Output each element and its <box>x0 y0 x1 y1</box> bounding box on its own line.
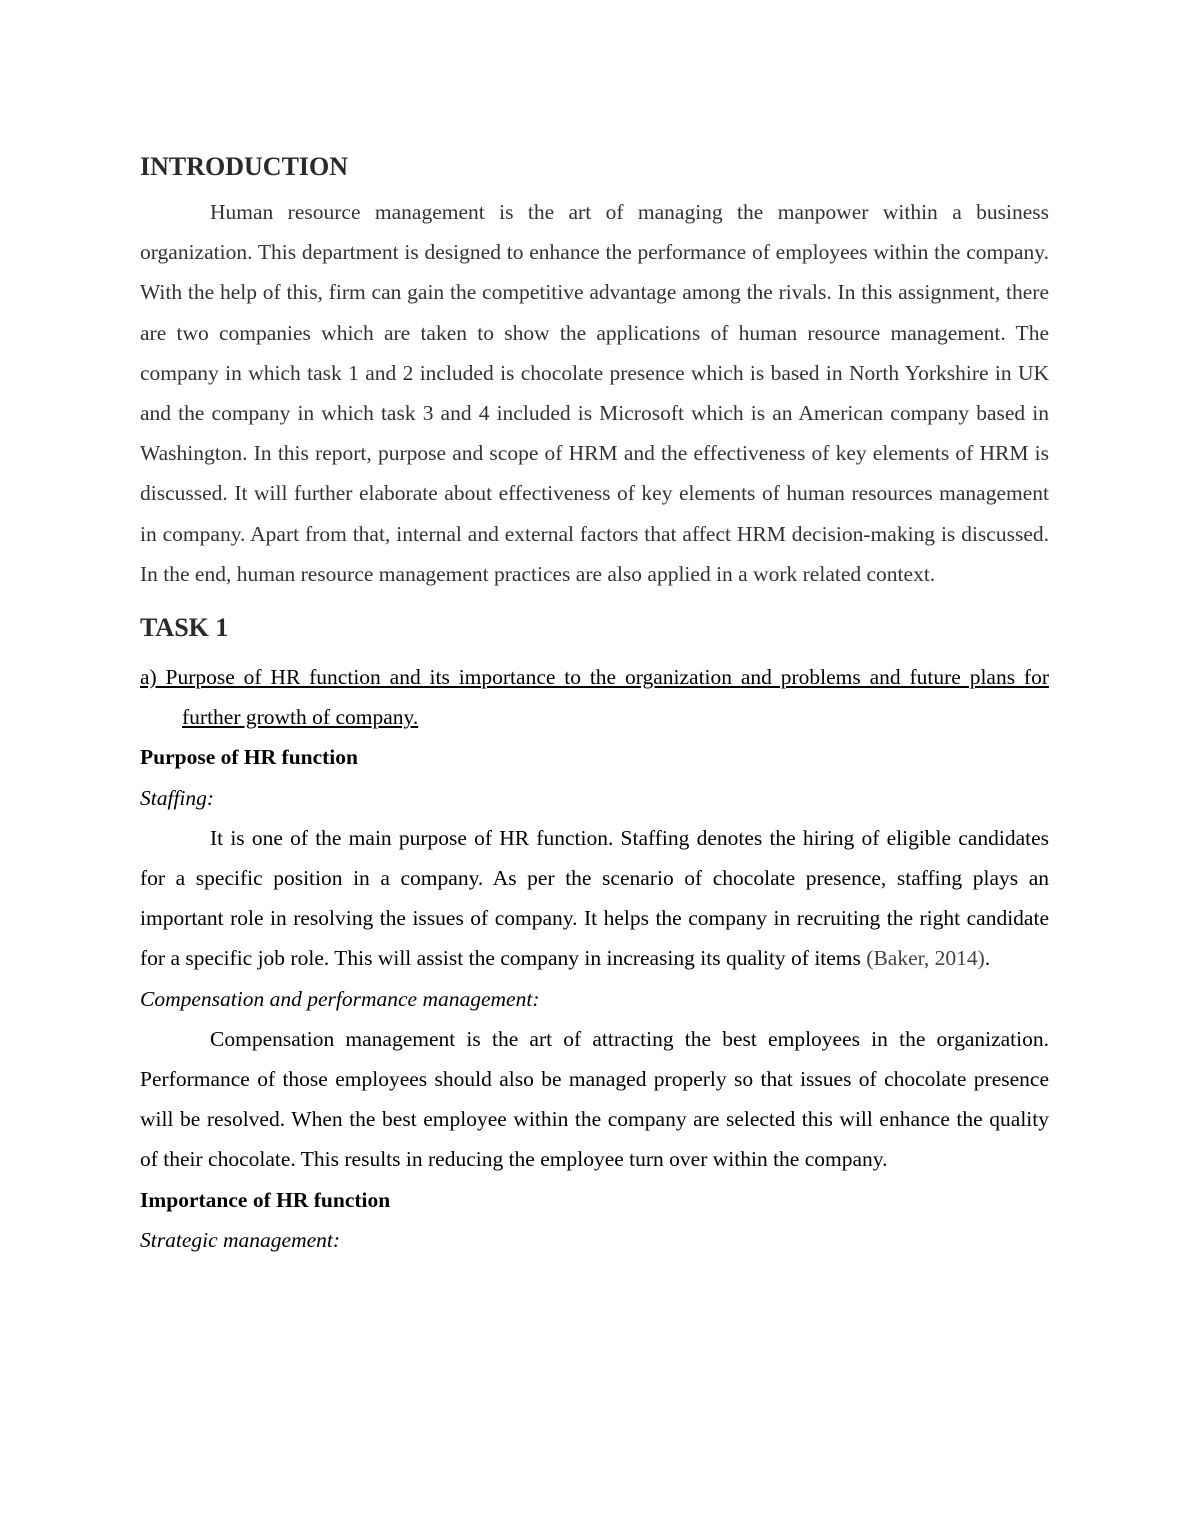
task-1-heading: TASK 1 <box>140 613 229 643</box>
staffing-label: Staffing: <box>140 785 215 810</box>
staffing-paragraph <box>140 818 1049 979</box>
introduction-heading: INTRODUCTION <box>140 152 349 181</box>
document-page <box>140 148 1049 1260</box>
staffing-text: It is one of the main purpose of HR function. Staffing denotes the hiring of eligible candidates for a specific position in a company. As per the scenario of chocolate presence, staffing plays an important role in resolving the issues of company. It helps the company in recruiting the right candidate for a specific job role. This will assist the company in increasing its quality of items <box>140 825 1049 971</box>
staffing-citation: (Baker, 2014) <box>866 946 985 971</box>
importance-heading: Importance of HR function <box>140 1187 391 1212</box>
introduction-paragraph: Human resource management is the art of managing the manpower within a business organization. This department is designed to enhance the performance of employees within the company. With the help of this, firm can gain the competitive advantage among the rivals. In this assignment, there are two companies which are taken to show the applications of human resource management. The company in which task 1 and 2 included is chocolate presence which is based in North Yorkshire in UK and the company in which task 3 and 4 included is Microsoft which is an American company based in Washington. In this report, purpose and scope of HRM and the effectiveness of key elements of HRM is discussed. It will further elaborate about effectiveness of key elements of human resources management in company. Apart from that, internal and external factors that affect HRM decision-making is discussed. In the end, human resource management practices are also applied in a work related context. <box>140 200 1049 586</box>
compensation-label: Compensation and performance management: <box>140 986 540 1011</box>
staffing-end: . <box>984 946 991 971</box>
task-1a-subheading: a) Purpose of HR function and its importance to the organization and problems and future plans for further growth of company. <box>140 665 1049 730</box>
compensation-paragraph: Compensation management is the art of attracting the best employees in the organization. Performance of those employees should also be managed properly so that issues of chocolate presence will be resolved. When the best employee within the company are selected this will enhance the quality of their chocolate. This results in reducing the employee turn over within the company. <box>140 1026 1049 1172</box>
strategic-management-label: Strategic management: <box>140 1227 341 1252</box>
purpose-heading: Purpose of HR function <box>140 745 358 770</box>
